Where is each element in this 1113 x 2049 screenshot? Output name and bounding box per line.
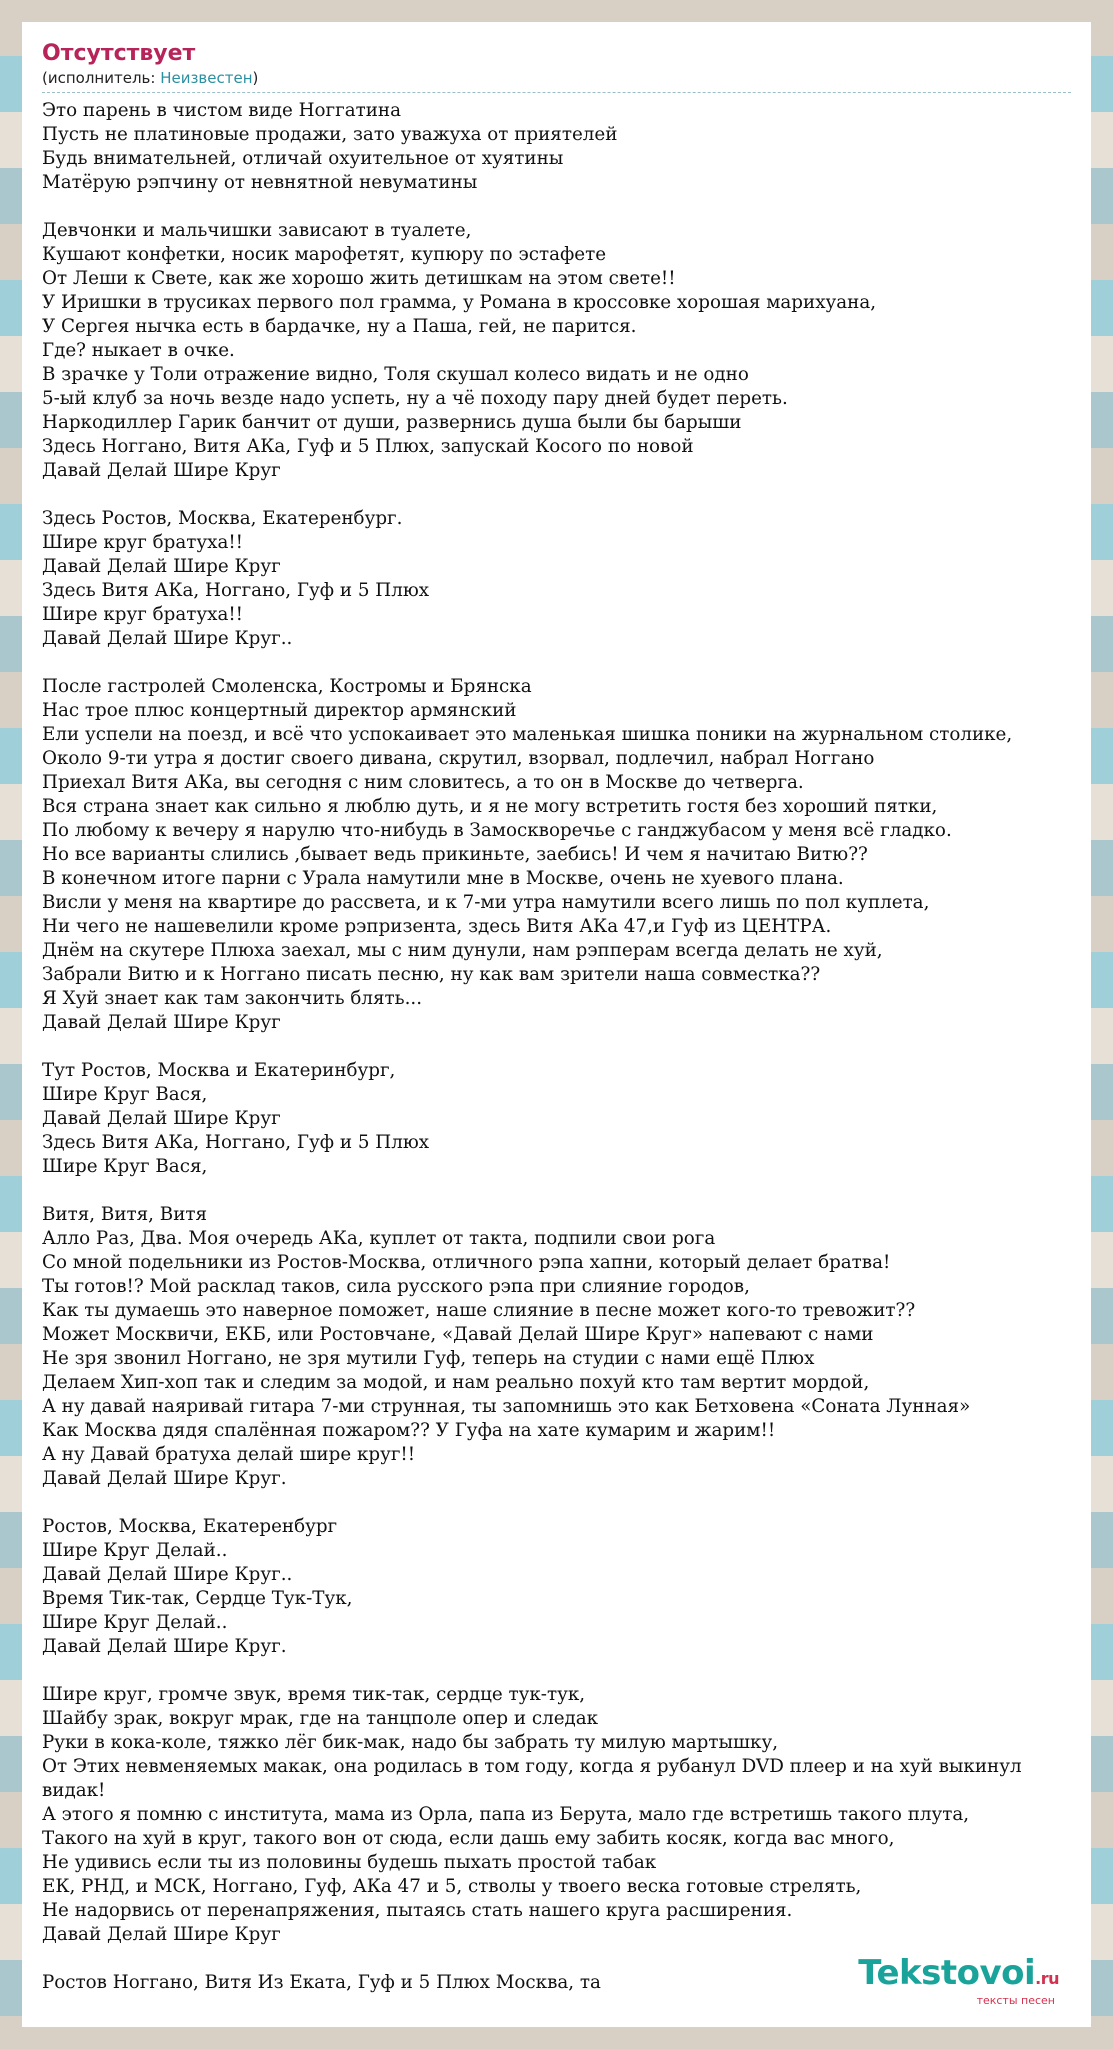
lyrics-card	[22, 22, 1091, 2027]
lyrics-text: Это парень в чистом виде Ноггатина Пусть не платиновые продажи, зато уважуха от приятелей Будь внимательней, отличай охуительное от хуятины Матёрую рэпчину от невнятной невуматины Девчонки и мальчишки зависают в туалете, Кушают конфетки, носик марофетят, купюру по эстафете От Леши к Свете, как же хорошо жить детишкам на этом свете!! У Иришки в трусиках первого пол грамма, у Романа в кроссовке хорошая марихуана, У Сергея нычка есть в бардачке, ну а Паша, гей, не парится. Где? ныкает в очке. В зрачке у Толи отражение видно, Толя скушал колесо видать и не одно 5-ый клуб за ночь везде надо успеть, ну а чё походу пару дней будет переть. Наркодиллер Гарик банчит от души, развернись душа были бы барыши Здесь Ноггано, Витя АКа, Гуф и 5 Плюх, запускай Косого по новой Давай Делай Шире Круг Здесь Ростов, Москва, Екатеренбург. Шире круг братуха!! Давай Делай Шире Круг Здесь Витя АКа, Ноггано, Гуф и 5 Плюх Шире круг братуха!! Давай Делай Шире Круг.. После гастролей Смоленска, Костромы и Брянска Нас трое плюс концертный директор армянский Ели успели на поезд, и всё что успокаивает это маленькая шишка поники на журнальном столике, Около 9-ти утра я достиг своего дивана, скрутил, взорвал, подлечил, набрал Ноггано Приехал Витя АКа, вы сегодня с ним словитесь, а то он в Москве до четверга. Вся страна знает как сильно я люблю дуть, и я не могу встретить гостя без хороший пятки, По любому к вечеру я нарулю что-нибудь в Замоскворечье с ганджубасом у меня всё гладко. Но все варианты слились ,бывает ведь прикиньте, заебись! И чем я начитаю Витю?? В конечном итоге парни с Урала намутили мне в Москве, очень не хуевого плана. Висли у меня на квартире до рассвета, и к 7-ми утра намутили всего лишь по пол куплета, Ни чего не нашевелили кроме рэпризента, здесь Витя АКа 47,и Гуф из ЦЕНТРА. Днём на скутере Плюха заехал, мы с ним дунули, нам рэпперам всегда делать не хуй, Забрали Витю и к Ноггано писать песню, ну как вам зрители наша совместка?? Я Хуй знает как там закончить блять... Давай Делай Шире Круг Тут Ростов, Москва и Екатеринбург, Шире Круг Вася, Давай Делай Шире Круг Здесь Витя АКа, Ноггано, Гуф и 5 Плюх Шире Круг Вася, Витя, Витя, Витя Алло Раз, Два. Моя очередь АКа, куплет от такта, подпили свои рога Со мной подельники из Ростов-Москва, отличного рэпа хапни, который делает братва! Ты готов!? Мой расклад таков, сила русского рэпа при слияние городов, Как ты думаешь это наверное поможет, наше слияние в песне может кого-то тревожит?? Может Москвичи, ЕКБ, или Ростовчане, «Давай Делай Шире Круг» напевают с нами Не зря звонил Ноггано, не зря мутили Гуф, теперь на студии с нами ещё Плюх Делаем Хип-хоп так и следим за модой, и нам реально похуй кто там вертит мордой, А ну давай наяривай гитара 7-ми струнная, ты запомнишь это как Бетховена «Соната Лунная» Как Москва дядя спалённая пожаром?? У Гуфа на хате кумарим и жарим!! А ну Давай братуха делай шире круг!! Давай Делай Шире Круг. Ростов, Москва, Екатеренбург Шире Круг Делай.. Давай Делай Шире Круг.. Время Тик-так, Сердце Тук-Тук, Шире Круг Делай.. Давай Делай Шире Круг. Шире круг, громче звук, время тик-так, сердце тук-тук, Шайбу зрак, вокруг мрак, где на танцполе опер и следак Руки в кока-коле, тяжко лёг бик-мак, надо бы забрать ту милую мартышку, От Этих невменяемых макак, она родилась в том году, когда я рубанул DVD плеер и на хуй выкинул видак! А этого я помню с института, мама из Орла, папа из Берута, мало где встретишь такого плута, Такого на хуй в круг, такого вон от сюда, если дашь ему забить косяк, когда вас много, Не удивись если ты из половины будешь пыхать простой табак ЕК, РНД, и МСК, Ноггано, Гуф, АКа 47 и 5, стволы у твоего веска готовые стрелять, Не надорвись от перенапряжения, пытаясь стать нашего круга расширения. Давай Делай Шире Круг Ростов Ноггано, Витя Из Еката, Гуф и 5 Плюх Москва, та	[42, 100, 1022, 1993]
artist-suffix: )	[252, 69, 259, 87]
song-title: Отсутствует	[42, 41, 196, 66]
site-logo[interactable]	[858, 1955, 1059, 2007]
artist-link[interactable]: Неизвестен	[160, 69, 253, 87]
artist-line	[42, 68, 1071, 93]
logo-main-text: Tekstovoi	[858, 1953, 1036, 1993]
artist-prefix: (исполнитель:	[42, 69, 161, 87]
logo-wordmark	[858, 1955, 1059, 1997]
logo-ru: .ru	[1035, 1969, 1059, 1988]
logo-tagline: тексты песен	[976, 1994, 1055, 2007]
